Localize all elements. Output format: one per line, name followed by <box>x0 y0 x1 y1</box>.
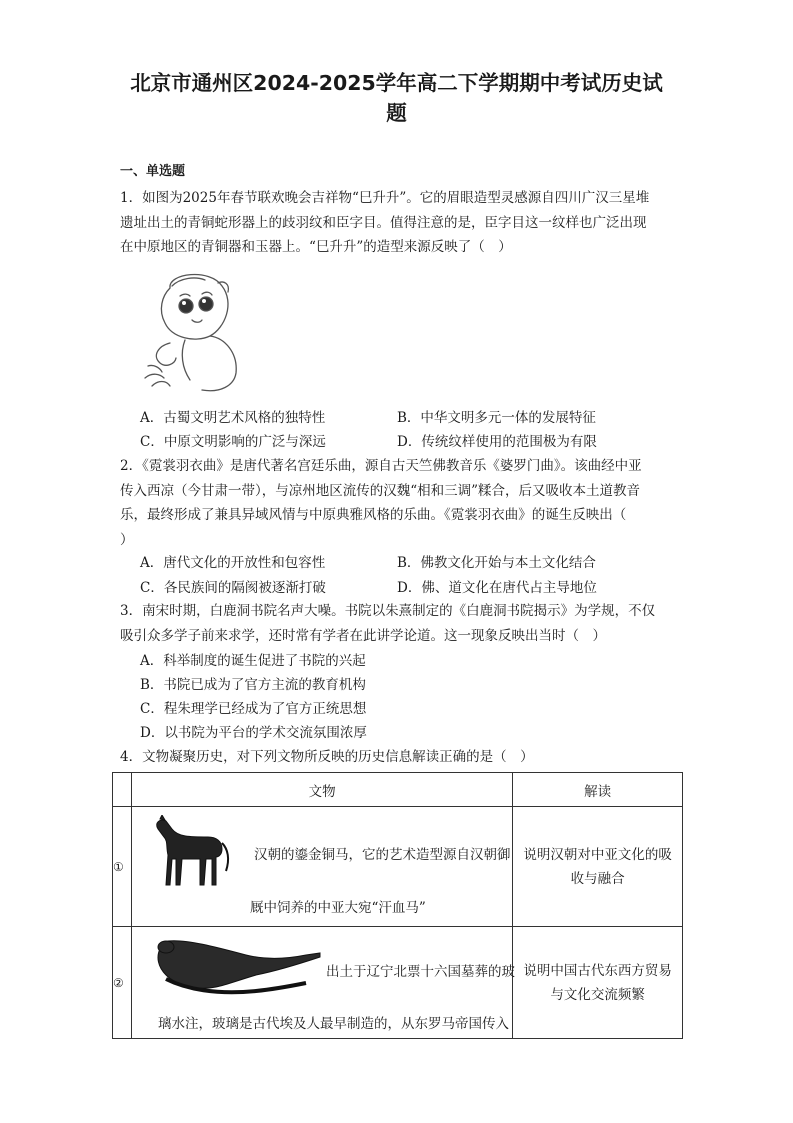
row1-reading-line2: 收与融合 <box>570 870 625 887</box>
q1-option-b[interactable]: B．中华文明多元一体的发展特征 <box>397 410 596 426</box>
row1-reading-line1: 说明汉朝对中亚文化的吸 <box>523 846 672 863</box>
q3-line: 3．南宋时期，白鹿洞书院名声大噪。书院以朱熹制定的《白鹿洞书院揭示》为学规，不仅 <box>120 603 656 619</box>
q1-line: 1．如图为2025年春节联欢晚会吉祥物“巳升升”。它的眉眼造型灵感源自四川广汉三星堆 <box>120 190 650 206</box>
q3-option-c[interactable]: C．程朱理学已经成为了官方正统思想 <box>140 701 367 717</box>
q1-line: 遗址出土的青铜蛇形器上的歧羽纹和臣字目。值得注意的是，臣字目这一纹样也广泛出现 <box>120 214 647 231</box>
row1-artifact-line2: 厩中饲养的中亚大宛“汗血马” <box>249 900 426 916</box>
exam-title <box>110 68 683 128</box>
q2-option-a[interactable]: A．唐代文化的开放性和包容性 <box>140 555 326 571</box>
q2-option-d[interactable]: D．佛、道文化在唐代占主导地位 <box>397 580 597 596</box>
question-2-stem <box>120 454 682 552</box>
artifact-table <box>112 772 683 1039</box>
row2-reading-line1: 说明中国古代东西方贸易 <box>523 962 672 979</box>
table-row <box>113 807 683 927</box>
artifact-cell <box>131 807 512 927</box>
artifact-cell <box>131 927 515 1039</box>
header-artifact: 文物 <box>131 773 512 807</box>
q3-option-d[interactable]: D．以书院为平台的学术交流氛围浓厚 <box>140 725 367 741</box>
title-line-2: 题 <box>386 101 407 125</box>
bronze-horse-image <box>150 815 232 889</box>
section-heading: 一、单选题 <box>120 164 186 179</box>
question-4-stem: 4．文物凝聚历史，对下列文物所反映的历史信息解读正确的是（ ） <box>120 749 534 765</box>
q2-line: ） <box>120 531 134 548</box>
glass-vessel-image <box>146 935 322 1001</box>
q1-option-c[interactable]: C．中原文明影响的广泛与深远 <box>140 434 326 450</box>
row2-artifact-line1: 出土于辽宁北票十六国墓葬的玻 <box>325 964 515 980</box>
mascot-illustration <box>140 268 250 398</box>
q2-line: 2．《霓裳羽衣曲》是唐代著名宫廷乐曲，源自古天竺佛教音乐《婆罗门曲》。该曲经中亚 <box>120 458 642 474</box>
q2-line: 乐，最终形成了兼具异域风情与中原典雅风格的乐曲。《霓裳羽衣曲》的诞生反映出（ <box>120 507 627 523</box>
q2-line: 传入西凉（今甘肃一带），与凉州地区流传的汉魏“相和三调”糅合，后又吸收本土道教音 <box>120 482 641 499</box>
question-1-stem <box>120 186 682 260</box>
table-header-row <box>113 773 683 807</box>
row-number: ② <box>113 927 132 1039</box>
q3-option-b[interactable]: B．书院已成为了官方主流的教育机构 <box>140 677 366 693</box>
q2-option-c[interactable]: C．各民族间的隔阂被逐渐打破 <box>140 580 326 596</box>
q1-option-a[interactable]: A．古蜀文明艺术风格的独特性 <box>140 410 326 426</box>
row1-artifact-line1: 汉朝的鎏金铜马，它的艺术造型源自汉朝御 <box>253 847 511 863</box>
table-row <box>113 927 683 1039</box>
title-line-1: 北京市通州区2024-2025学年高二下学期期中考试历史试 <box>130 71 663 95</box>
reading-cell <box>513 807 683 927</box>
row2-artifact-line2: 璃水注，玻璃是古代埃及人最早制造的，从东罗马帝国传入 <box>157 1016 509 1032</box>
q2-option-b[interactable]: B．佛教文化开始与本土文化结合 <box>397 555 596 571</box>
q1-line: 在中原地区的青铜器和玉器上。“巳升升”的造型来源反映了（ ） <box>120 239 512 255</box>
q1-option-d[interactable]: D．传统纹样使用的范围极为有限 <box>397 434 597 450</box>
q3-option-a[interactable]: A．科举制度的诞生促进了书院的兴起 <box>140 653 366 669</box>
row-number: ① <box>113 807 132 927</box>
question-3-stem <box>120 599 682 648</box>
header-number-cell <box>113 773 132 807</box>
header-reading: 解读 <box>513 773 683 807</box>
q3-line: 吸引众多学子前来求学，还时常有学者在此讲学论道。这一现象反映出当时（ ） <box>120 627 606 644</box>
reading-cell <box>513 927 683 1039</box>
row2-reading-line2: 与文化交流频繁 <box>550 986 645 1003</box>
